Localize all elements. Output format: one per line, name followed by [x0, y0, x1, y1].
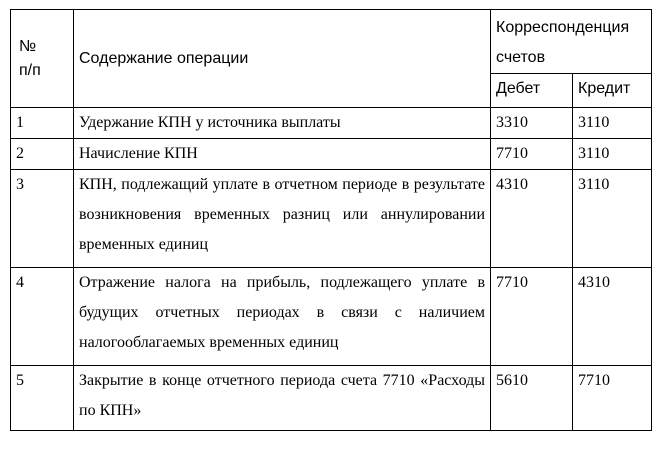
table-row: [11, 139, 652, 170]
row-credit: 3110: [573, 170, 652, 268]
header-number-line1: №: [19, 37, 37, 55]
table-row: [11, 108, 652, 139]
row-credit: 3110: [573, 108, 652, 139]
header-correspondence-line2: счетов: [496, 49, 546, 66]
row-debit: 3310: [491, 108, 573, 139]
row-number: 3: [11, 170, 74, 268]
table-row: [11, 170, 652, 268]
journal-entries-table: [10, 9, 652, 431]
header-debit: Дебет: [491, 74, 573, 108]
header-number: [11, 10, 74, 108]
header-correspondence: [491, 10, 652, 74]
header-description: Содержание операции: [74, 10, 491, 108]
row-credit: 7710: [573, 366, 652, 431]
row-debit: 7710: [491, 268, 573, 366]
row-description: Закрытие в конце отчетного периода счета 7710 «Расходы по КПН»: [74, 366, 491, 431]
row-credit: 4310: [573, 268, 652, 366]
header-credit: Кредит: [573, 74, 652, 108]
row-description: Начисление КПН: [74, 139, 491, 170]
row-description: Удержание КПН у источника выплаты: [74, 108, 491, 139]
header-correspondence-line1: Корреспонденция: [496, 19, 630, 36]
header-number-line2: п/п: [19, 61, 41, 79]
table-row: [11, 268, 652, 366]
row-number: 4: [11, 268, 74, 366]
row-credit: 3110: [573, 139, 652, 170]
row-number: 1: [11, 108, 74, 139]
row-debit: 7710: [491, 139, 573, 170]
row-description: КПН, подлежащий уплате в отчетном периоде в результате возникновения временных разниц или аннулировании временных единиц: [74, 170, 491, 268]
table-header-row: [11, 10, 652, 74]
row-number: 2: [11, 139, 74, 170]
row-debit: 5610: [491, 366, 573, 431]
table-row: [11, 366, 652, 431]
row-number: 5: [11, 366, 74, 431]
row-debit: 4310: [491, 170, 573, 268]
row-description: Отражение налога на прибыль, подлежащего уплате в будущих отчетных периодах в связи с наличием налогооблагаемых временных единиц: [74, 268, 491, 366]
